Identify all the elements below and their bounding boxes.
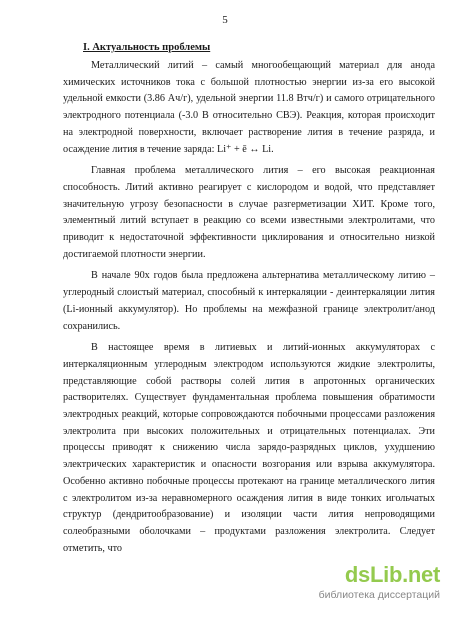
section-heading: I. Актуальность проблемы xyxy=(83,42,211,53)
page-number: 5 xyxy=(222,14,228,26)
watermark-logo: dsLib.net xyxy=(344,562,440,587)
watermark-tagline: библиотека диссертаций xyxy=(318,589,440,601)
dslib-watermark xyxy=(270,562,440,612)
paragraph-4: В настоящее время в литиевых и литий-ионных аккумуляторах с интеркаляционным углеродным электродом используются жидкие электролиты, представляющие собой растворы солей лития в апротонных органических растворителях. Существует фундаментальная проблема повышения обратимости электродных реакций, которые сопровождаются побочными процессами разложения электролита при высоких положительных и отрицательных потенциалах. Эти процессы приводят к снижению числа зарядо-разрядных циклов, ухудшению электрических характеристик и опасности возгорания или взрыва аккумулятора. Особенно активно побочные процессы протекают на границе металлического лития с электролитом из-за неравномерного осаждения лития в виде тонких игольчатых структур (дендритообразование) и изоляции части лития непроводящими солеобразными оболочками – продуктами разложения электролита. Следует отметить, что xyxy=(63,342,435,554)
paragraph-1: Металлический литий – самый многообещающий материал для анода химических источников тока с большой плотностью энергии из-за его высокой удельной емкости (3.86 Ач/г), удельной энергии 11.8 Втч/г) и самого отрицательного электродного потенциала (-3.0 В относительно СВЭ). Реакция, которая происходит на электродной поверхности, включает растворение лития в течение разряда, и осаждение лития в течение заряда: Li⁺ + ē ↔ Li. xyxy=(63,60,435,155)
paragraph-3: В начале 90х годов была предложена альтернатива металлическому литию – углеродный слоистый материал, способный к интеркаляции - деинтеркаляции лития (Li-ионный аккумулятор). Но проблемы на межфазной границе электролит/анод сохранились. xyxy=(63,270,435,332)
page-content xyxy=(63,40,435,559)
paragraph-2: Главная проблема металлического лития – его высокая реакционная способность. Литий активно реагирует с кислородом и водой, что представляет значительную угрозу безопасности в случае разгерметизации ХИТ. Кроме того, элементный литий вступает в реакцию со всеми известными электролитами, что приводит к недостаточной эффективности циклирования и относительно низкой достигаемой плотности энергии. xyxy=(63,165,435,260)
